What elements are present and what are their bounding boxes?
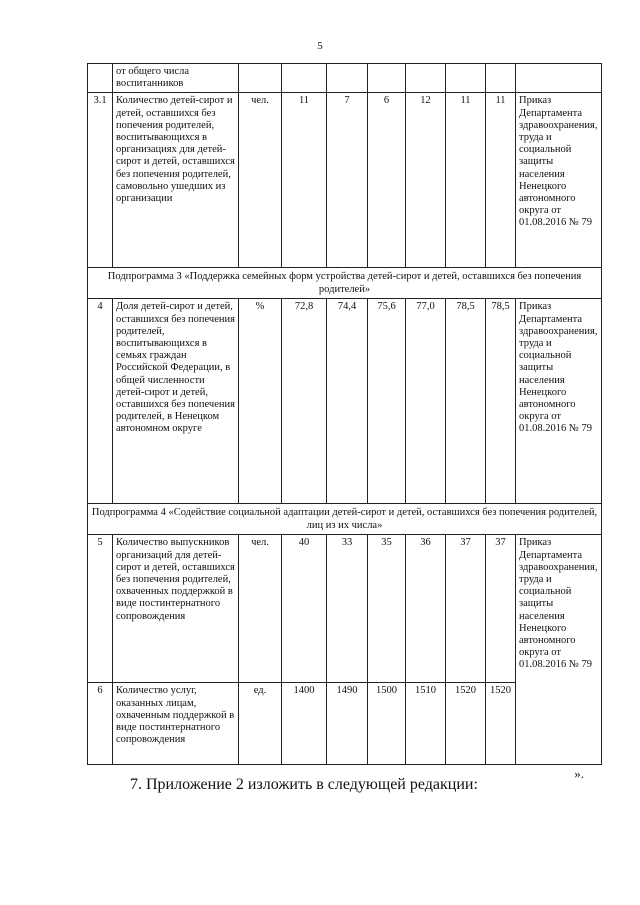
- indicators-table: [87, 63, 602, 765]
- value-cell: 37: [446, 535, 486, 683]
- row-number-cell: [88, 64, 113, 93]
- value-cell: 1490: [327, 683, 368, 765]
- value-cell: 74,4: [327, 299, 368, 504]
- unit-cell: чел.: [239, 93, 282, 268]
- value-cell: 40: [282, 535, 327, 683]
- unit-cell: ед.: [239, 683, 282, 765]
- value-cell: 33: [327, 535, 368, 683]
- source-cell: Приказ Департамента здравоохранения, труда и социальной защиты населения Ненецкого автономного округа от 01.08.2016 № 79: [516, 93, 602, 268]
- table-row: [88, 535, 602, 683]
- value-cell: 77,0: [406, 299, 446, 504]
- table-row: [88, 64, 602, 93]
- value-cell: 75,6: [368, 299, 406, 504]
- value-cell: 78,5: [446, 299, 486, 504]
- value-cell: 1520: [486, 683, 516, 765]
- value-cell: 1400: [282, 683, 327, 765]
- value-cell: 1520: [446, 683, 486, 765]
- indicator-name-cell: Количество выпускников организаций для детей-сирот и детей, оставшихся без попечения родителей, охваченных поддержкой в виде постинтернатного сопровождения: [113, 535, 239, 683]
- amendment-instruction: 7. Приложение 2 изложить в следующей редакции:: [130, 776, 478, 793]
- row-number-cell: 5: [88, 535, 113, 683]
- table-row: [88, 93, 602, 268]
- value-cell: 12: [406, 93, 446, 268]
- unit-cell: чел.: [239, 535, 282, 683]
- row-number-cell: 4: [88, 299, 113, 504]
- value-cell: 11: [446, 93, 486, 268]
- row-number-cell: 6: [88, 683, 113, 765]
- indicator-name-cell: Доля детей-сирот и детей, оставшихся без попечения родителей, воспитывающихся в семьях граждан Российской Федерации, в общей численности детей-сирот и детей, оставшихся без попечения родителей, в Ненецком автономном округе: [113, 299, 239, 504]
- page-number: 5: [317, 40, 323, 52]
- row-number-cell: 3.1: [88, 93, 113, 268]
- indicator-name-cell: Количество услуг, оказанных лицам, охваченным поддержкой в виде постинтернатного сопровождения: [113, 683, 239, 765]
- unit-cell: %: [239, 299, 282, 504]
- value-cell: 1500: [368, 683, 406, 765]
- value-cell: 7: [327, 93, 368, 268]
- value-cell: 11: [282, 93, 327, 268]
- value-cell: 35: [368, 535, 406, 683]
- closing-quote: ».: [574, 766, 584, 781]
- source-cell: Приказ Департамента здравоохранения, труда и социальной защиты населения Ненецкого автономного округа от 01.08.2016 № 79: [516, 299, 602, 504]
- source-cell: Приказ Департамента здравоохранения, труда и социальной защиты населения Ненецкого автономного округа от 01.08.2016 № 79: [516, 535, 602, 765]
- value-cell: 72,8: [282, 299, 327, 504]
- value-cell: 78,5: [486, 299, 516, 504]
- value-cell: 37: [486, 535, 516, 683]
- subprogram-heading: Подпрограмма 4 «Содействие социальной адаптации детей-сирот и детей, оставшихся без попечения родителей, лиц из их числа»: [88, 504, 602, 535]
- value-cell: 6: [368, 93, 406, 268]
- value-cell: 1510: [406, 683, 446, 765]
- subprogram-row: [88, 268, 602, 299]
- indicator-name-cell: Количество детей-сирот и детей, оставшихся без попечения родителей, воспитывающихся в организациях для детей-сирот и детей, оставшихся без попечения родителей, самовольно ушедших из организации: [113, 93, 239, 268]
- value-cell: 11: [486, 93, 516, 268]
- indicator-name-cell: от общего числа воспитанников: [113, 64, 239, 93]
- table-row: [88, 299, 602, 504]
- subprogram-row: [88, 504, 602, 535]
- value-cell: 36: [406, 535, 446, 683]
- subprogram-heading: Подпрограмма 3 «Поддержка семейных форм устройства детей-сирот и детей, оставшихся без попечения родителей»: [88, 268, 602, 299]
